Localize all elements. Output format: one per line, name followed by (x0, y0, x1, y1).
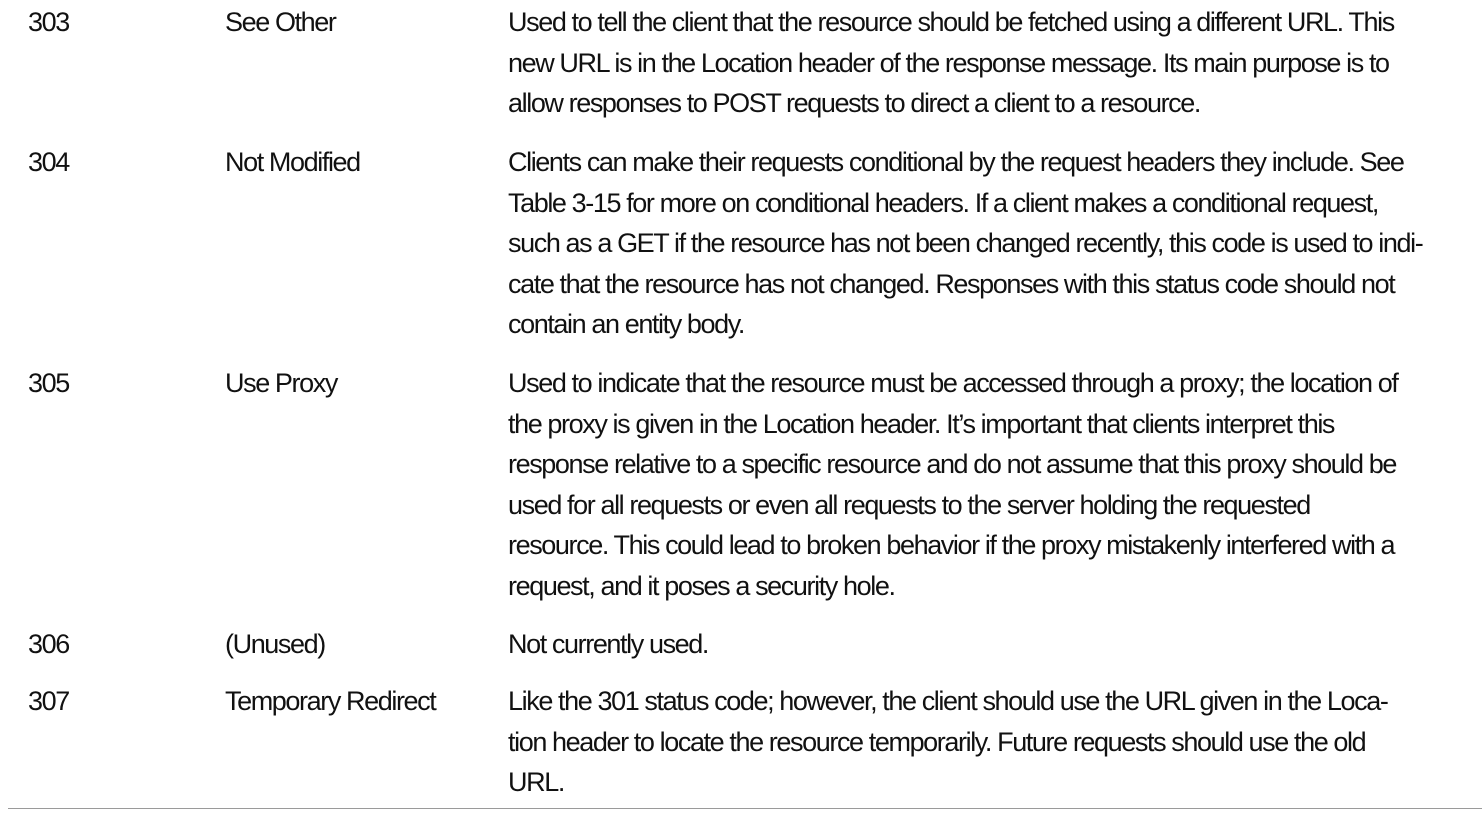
description-line: Like the 301 status code; however, the client should use the URL given in the Loca- (508, 686, 1388, 716)
description-line: allow responses to POST requests to direct a client to a resource. (508, 88, 1200, 118)
description (508, 363, 1454, 606)
description-line: Not currently used. (508, 629, 708, 659)
description-line: Table 3-15 for more on conditional headers. If a client makes a conditional request, (508, 187, 1378, 218)
reason-phrase: Not Modified (225, 147, 360, 177)
reason-phrase: See Other (225, 7, 336, 37)
description-line: cate that the resource has not changed. Responses with this status code should not (508, 268, 1395, 299)
description-line: response relative to a specific resource and do not assume that this proxy should be (508, 449, 1396, 479)
description-line: new URL is in the Location header of the response message. Its main purpose is to (508, 47, 1389, 78)
status-code: 307 (28, 686, 69, 716)
description (508, 2, 1454, 124)
description-line: tion header to locate the resource temporarily. Future requests should use the old (508, 726, 1366, 757)
reason-phrase: Temporary Redirect (225, 686, 436, 716)
description-line: URL. (508, 767, 564, 797)
reason-phrase: Use Proxy (225, 368, 337, 398)
description (508, 142, 1454, 345)
reason-phrase: (Unused) (225, 629, 325, 659)
description-line: such as a GET if the resource has not been changed recently, this code is used to indi- (508, 228, 1423, 258)
description-line: Used to indicate that the resource must be accessed through a proxy; the location of (508, 368, 1398, 398)
description-line: used for all requests or even all requests to the server holding the requested (508, 489, 1310, 520)
status-code: 305 (28, 368, 69, 398)
table-bottom-rule (8, 808, 1482, 809)
status-code: 303 (28, 7, 69, 37)
description (508, 624, 1454, 665)
description (508, 681, 1454, 803)
description-line: resource. This could lead to broken behavior if the proxy mistakenly interfered with a (508, 530, 1395, 560)
description-line: Clients can make their requests conditional by the request headers they include. See (508, 147, 1404, 177)
status-code: 306 (28, 629, 69, 659)
description-line: the proxy is given in the Location header. It’s important that clients interpret this (508, 408, 1335, 439)
description-line: contain an entity body. (508, 309, 744, 339)
description-line: Used to tell the client that the resource should be fetched using a different URL. This (508, 7, 1394, 37)
description-line: request, and it poses a security hole. (508, 570, 895, 601)
status-code: 304 (28, 147, 69, 177)
